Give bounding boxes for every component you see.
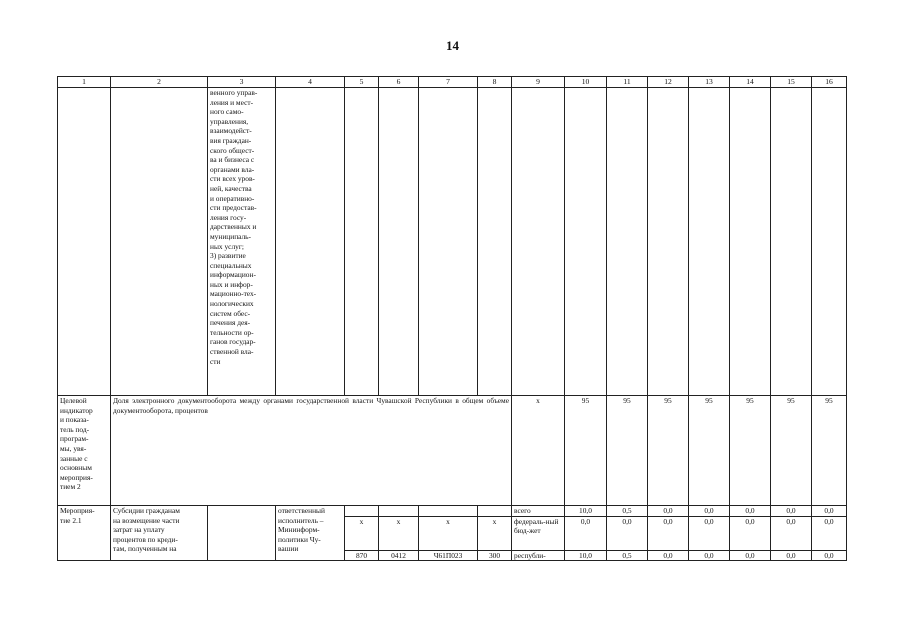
text-line: управления, [210, 116, 249, 126]
measure-label [58, 506, 111, 561]
col-header: 6 [379, 77, 419, 88]
text-line: ных и инфор- [210, 279, 253, 289]
text-line: 3) развитие [210, 251, 246, 261]
indicator-value: 95 [648, 396, 689, 506]
col-header: 16 [812, 77, 847, 88]
indicator-col9: x [512, 396, 565, 506]
column-number-row [58, 77, 847, 88]
col-header: 11 [607, 77, 648, 88]
col-header: 10 [565, 77, 607, 88]
text-line: Мининформ- [278, 525, 320, 535]
text-line: ней, качества [210, 183, 252, 193]
funding-value: 0,0 [648, 550, 689, 561]
text-line: ственной вла- [210, 347, 254, 357]
text-line: исполнитель – [278, 515, 324, 525]
text-line: тельности ор- [210, 327, 254, 337]
col-header: 3 [208, 77, 276, 88]
funding-value: 0,0 [771, 516, 812, 550]
text-line: ва и бизнеса с [210, 155, 255, 165]
col-header: 2 [111, 77, 208, 88]
text-line: тие 2.1 [60, 515, 82, 525]
col-header: 9 [512, 77, 565, 88]
text-line: систем обес- [210, 308, 251, 318]
text-line: и показа- [60, 415, 89, 425]
text-line: ского общест- [210, 145, 255, 155]
text-line: печения дея- [210, 318, 251, 328]
funding-value: 10,0 [565, 550, 607, 561]
text-line: процентов по креди- [113, 534, 178, 544]
text-line: ного само- [210, 107, 244, 117]
funding-value: 0,0 [565, 516, 607, 550]
text-line: мы, увя- [60, 443, 87, 453]
funding-value: 0,0 [771, 550, 812, 561]
funding-value: 0,0 [689, 506, 730, 517]
text-line: нологических [210, 299, 254, 309]
text-line: сти [210, 356, 221, 366]
funding-source: всего [512, 506, 565, 517]
text-line: тель под- [60, 424, 90, 434]
funding-value: 0,0 [771, 506, 812, 517]
indicator-value: 95 [607, 396, 648, 506]
funding-source: республи- [512, 550, 565, 561]
col-header: 15 [771, 77, 812, 88]
indicator-value: 95 [771, 396, 812, 506]
col-header: 1 [58, 77, 111, 88]
funding-value: 0,0 [812, 550, 847, 561]
indicator-text: Доля электронного документооборота между органами государственной власти Чувашской Республики в общем объеме документооборота, процентов [111, 396, 512, 506]
text-line: програм- [60, 434, 89, 444]
text-line: информацион- [210, 270, 256, 280]
budget-code: 0412 [379, 550, 419, 561]
text-line: ных услуг; [210, 241, 244, 251]
funding-value: 0,5 [607, 506, 648, 517]
col-header: 8 [478, 77, 512, 88]
text-line: и оперативно- [210, 193, 255, 203]
text-line: Субсидии гражданам [113, 506, 180, 515]
funding-value: 0,0 [730, 516, 771, 550]
measure-executor [276, 506, 345, 561]
program-table [57, 76, 847, 561]
budget-code: Ч61П023 [419, 550, 478, 561]
funding-value: 0,0 [689, 550, 730, 561]
col-header: 12 [648, 77, 689, 88]
col-header: 4 [276, 77, 345, 88]
col-header: 5 [345, 77, 379, 88]
indicator-value: 95 [565, 396, 607, 506]
funding-value: 0,0 [730, 506, 771, 517]
indicator-label [58, 396, 111, 506]
text-line: ответственный [278, 506, 325, 515]
col-header: 7 [419, 77, 478, 88]
measure-row-federal: x x x x федераль-ный бюд-жет 0,0 0,0 0,0 0,0 0,0 0,0 0,0 [58, 516, 847, 550]
funding-value: 0,5 [607, 550, 648, 561]
funding-value: 0,0 [648, 516, 689, 550]
text-line: тием 2 [60, 482, 81, 492]
col-header: 14 [730, 77, 771, 88]
indicator-value: 95 [689, 396, 730, 506]
continued-goals-text [208, 88, 276, 396]
text-line: на возмещение части [113, 515, 180, 525]
text-line: мероприя- [60, 472, 93, 482]
text-line: занные с [60, 453, 88, 463]
text-line: Целевой [60, 396, 87, 405]
funding-value: 10,0 [565, 506, 607, 517]
funding-value: 0,0 [730, 550, 771, 561]
funding-value: 0,0 [607, 516, 648, 550]
funding-source: федераль-ный бюд-жет [512, 516, 565, 550]
indicator-value: 95 [812, 396, 847, 506]
text-line: органами вла- [210, 164, 255, 174]
indicator-value: 95 [730, 396, 771, 506]
text-line: сти предостав- [210, 203, 257, 213]
continuation-row [58, 88, 847, 396]
indicator-row [58, 396, 847, 506]
text-line: мационно-тех- [210, 289, 257, 299]
text-line: затрат на уплату [113, 525, 165, 535]
budget-code: 870 [345, 550, 379, 561]
text-line: ления госу- [210, 212, 247, 222]
text-line: ления и мест- [210, 97, 254, 107]
page-number: 14 [446, 38, 459, 53]
funding-value: 0,0 [812, 516, 847, 550]
text-line: индикатор [60, 405, 93, 415]
funding-value: 0,0 [648, 506, 689, 517]
text-line: политики Чу- [278, 534, 321, 544]
funding-value: 0,0 [812, 506, 847, 517]
text-line: Мероприя- [60, 506, 95, 515]
text-line: дарственных и [210, 222, 257, 232]
text-line: муниципаль- [210, 231, 252, 241]
measure-description [111, 506, 208, 561]
text-line: сти всех уров- [210, 174, 255, 184]
text-line: вашии [278, 544, 299, 554]
budget-code: 300 [478, 550, 512, 561]
text-line: вия граждан- [210, 135, 252, 145]
funding-value: 0,0 [689, 516, 730, 550]
text-line: там, полученным на [113, 544, 177, 554]
text-line: взаимодейст- [210, 126, 252, 136]
text-line: венного управ- [210, 88, 258, 97]
text-line: специальных [210, 260, 252, 270]
col-header: 13 [689, 77, 730, 88]
measure-row-total [58, 506, 847, 517]
text-line: ганов государ- [210, 337, 256, 347]
text-line: основным [60, 463, 92, 473]
